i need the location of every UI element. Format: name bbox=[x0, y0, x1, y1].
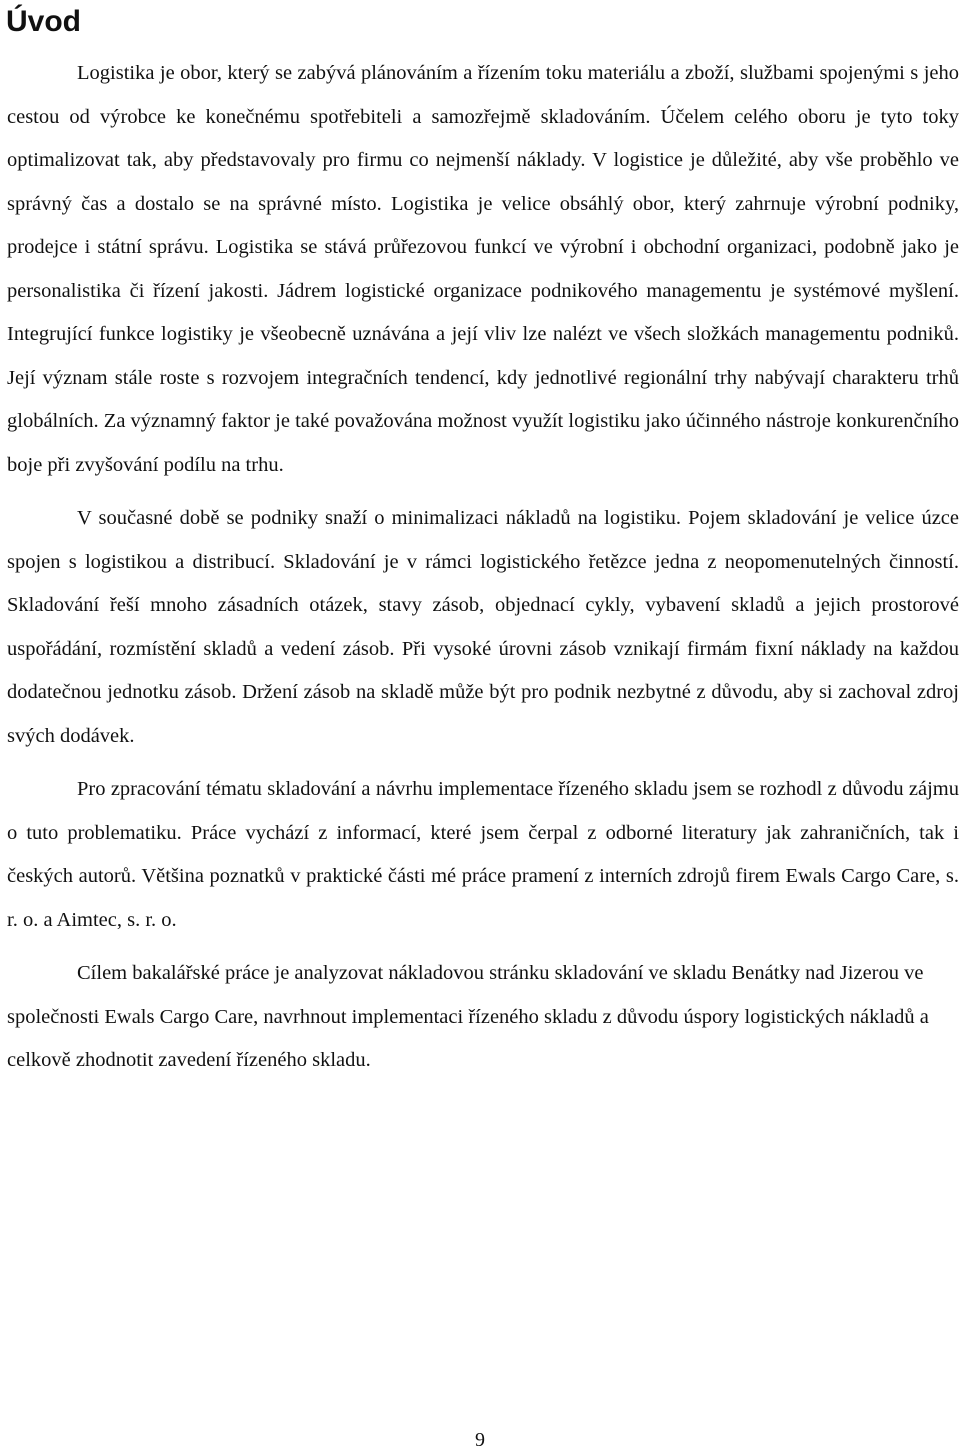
paragraph-1: Logistika je obor, který se zabývá plánováním a řízením toku materiálu a zboží, službami spojenými s jeho cestou od výrobce ke konečnému spotřebiteli a samozřejmě skladováním. Účelem celého oboru je tyto toky optimalizovat tak, aby představovaly pro firmu co nejmenší náklady. V logistice je důležité, aby vše proběhlo ve správný čas a dostalo se na správné místo. Logistika je velice obsáhlý obor, který zahrnuje výrobní podniky, prodejce i státní správu. Logistika se stává průřezovou funkcí ve výrobní i obchodní organizaci, podobně jako je personalistika či řízení jakosti. Jádrem logistické organizace podnikového managementu je systémové myšlení. Integrující funkce logistiky je všeobecně uznávána a její vliv lze nalézt ve všech složkách managementu podniků. Její význam stále roste s rozvojem integračních tendencí, kdy jednotlivé regionální trhy nabývají charakteru trhů globálních. Za významný faktor je také považována možnost využít logistiku jako účinného nástroje konkurenčního boje při zvyšování podílu na trhu. bbox=[7, 62, 959, 476]
paragraph-4: Cílem bakalářské práce je analyzovat nákladovou stránku skladování ve skladu Benátky nad Jizerou ve společnosti Ewals Cargo Care, navrhnout implementaci řízeného skladu z důvodu úspory logistických nákladů a celkově zhodnotit zavedení řízeného skladu. bbox=[7, 962, 929, 1071]
paragraph-2: V současné době se podniky snaží o minimalizaci nákladů na logistiku. Pojem skladování je velice úzce spojen s logistikou a distribucí. Skladování je v rámci logistického řetězce jedna z neopomenutelných činností. Skladování řeší mnoho zásadních otázek, stavy zásob, objednací cykly, vybavení skladů a jejich prostorové uspořádání, rozmístění skladů a vedení zásob. Při vysoké úrovni zásob vznikají firmám fixní náklady na každou dodatečnou jednotku zásob. Držení zásob na skladě může být pro podnik nezbytné z důvodu, aby si zachoval zdroj svých dodávek. bbox=[7, 507, 959, 747]
page-title: Úvod bbox=[6, 5, 81, 38]
paragraph-3: Pro zpracování tématu skladování a návrhu implementace řízeného skladu jsem se rozhodl z důvodu zájmu o tuto problematiku. Práce vychází z informací, které jsem čerpal z odborné literatury jak zahraničních, tak i českých autorů. Většina poznatků v praktické části mé práce pramení z interních zdrojů firem Ewals Cargo Care, s. r. o. a Aimtec, s. r. o. bbox=[7, 778, 959, 931]
body-text bbox=[7, 52, 959, 1083]
page-number: 9 bbox=[475, 1429, 485, 1451]
